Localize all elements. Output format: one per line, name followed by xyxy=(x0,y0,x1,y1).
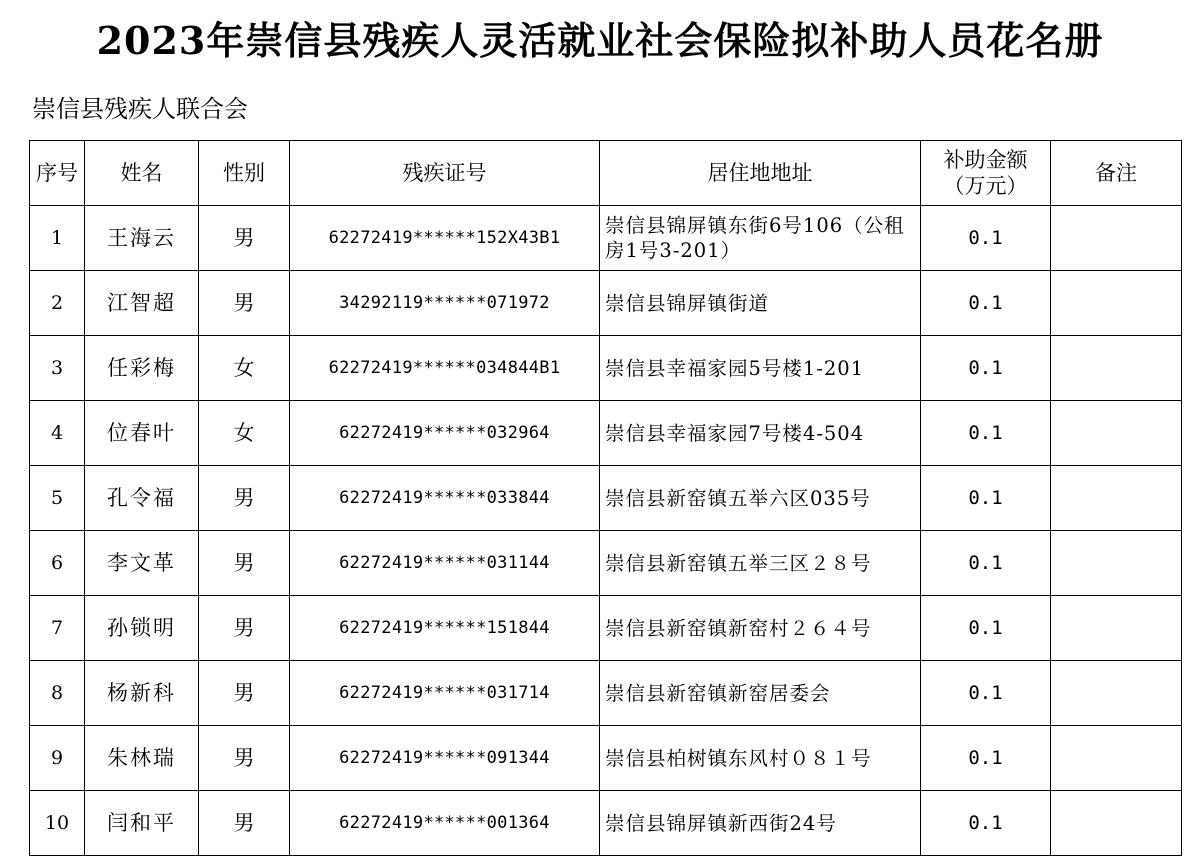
table-row xyxy=(30,531,1182,596)
amount-cell: 0.1 xyxy=(921,661,1051,726)
sex-cell: 男 xyxy=(199,206,290,271)
table-row xyxy=(30,336,1182,401)
header-name: 姓名 xyxy=(85,141,199,206)
address-cell: 崇信县柏树镇东风村０８１号 xyxy=(600,726,921,791)
cert-number-cell: 62272419******091344 xyxy=(290,726,600,791)
table-row xyxy=(30,726,1182,791)
sex-cell: 女 xyxy=(199,401,290,466)
serial-number-cell: 2 xyxy=(30,271,85,336)
cert-number-cell: 62272419******151844 xyxy=(290,596,600,661)
serial-number-cell: 8 xyxy=(30,661,85,726)
amount-cell: 0.1 xyxy=(921,206,1051,271)
amount-cell: 0.1 xyxy=(921,531,1051,596)
address-cell: 崇信县新窑镇新窑居委会 xyxy=(600,661,921,726)
cert-number-cell: 34292119******071972 xyxy=(290,271,600,336)
table-row xyxy=(30,206,1182,271)
cert-number-cell: 62272419******031144 xyxy=(290,531,600,596)
cert-number-cell: 62272419******031714 xyxy=(290,661,600,726)
name-cell: 杨新科 xyxy=(85,661,199,726)
amount-cell: 0.1 xyxy=(921,791,1051,856)
amount-cell: 0.1 xyxy=(921,336,1051,401)
name-cell: 李文革 xyxy=(85,531,199,596)
table-row xyxy=(30,596,1182,661)
sex-cell: 男 xyxy=(199,271,290,336)
address-cell: 崇信县新窑镇新窑村２６４号 xyxy=(600,596,921,661)
header-remark: 备注 xyxy=(1051,141,1182,206)
header-subsidy-amount xyxy=(921,141,1051,206)
cert-number-cell: 62272419******152X43B1 xyxy=(290,206,600,271)
remark-cell xyxy=(1051,791,1182,856)
table-row xyxy=(30,466,1182,531)
remark-cell xyxy=(1051,206,1182,271)
table-row xyxy=(30,271,1182,336)
header-subsidy-amount-unit: （万元） xyxy=(943,174,1028,198)
remark-cell xyxy=(1051,466,1182,531)
name-cell: 孔令福 xyxy=(85,466,199,531)
remark-cell xyxy=(1051,661,1182,726)
header-disability-cert-number: 残疾证号 xyxy=(290,141,600,206)
address-cell: 崇信县新窑镇五举六区035号 xyxy=(600,466,921,531)
name-cell: 江智超 xyxy=(85,271,199,336)
header-address: 居住地地址 xyxy=(600,141,921,206)
address-cell: 崇信县锦屏镇街道 xyxy=(600,271,921,336)
address-cell: 崇信县幸福家园7号楼4-504 xyxy=(600,401,921,466)
remark-cell xyxy=(1051,401,1182,466)
table-header-row xyxy=(30,141,1182,206)
serial-number-cell: 6 xyxy=(30,531,85,596)
amount-cell: 0.1 xyxy=(921,271,1051,336)
name-cell: 孙锁明 xyxy=(85,596,199,661)
sex-cell: 女 xyxy=(199,336,290,401)
serial-number-cell: 10 xyxy=(30,791,85,856)
remark-cell xyxy=(1051,271,1182,336)
remark-cell xyxy=(1051,596,1182,661)
sex-cell: 男 xyxy=(199,531,290,596)
header-serial-number: 序号 xyxy=(30,141,85,206)
amount-cell: 0.1 xyxy=(921,466,1051,531)
serial-number-cell: 7 xyxy=(30,596,85,661)
amount-cell: 0.1 xyxy=(921,596,1051,661)
cert-number-cell: 62272419******033844 xyxy=(290,466,600,531)
table-row xyxy=(30,661,1182,726)
sex-cell: 男 xyxy=(199,726,290,791)
amount-cell: 0.1 xyxy=(921,726,1051,791)
name-cell: 任彩梅 xyxy=(85,336,199,401)
organization-name: 崇信县残疾人联合会 xyxy=(32,95,248,123)
header-subsidy-amount-line1: 补助金额 xyxy=(943,148,1028,172)
sex-cell: 男 xyxy=(199,661,290,726)
serial-number-cell: 5 xyxy=(30,466,85,531)
table-row xyxy=(30,401,1182,466)
name-cell: 位春叶 xyxy=(85,401,199,466)
remark-cell xyxy=(1051,726,1182,791)
sex-cell: 男 xyxy=(199,596,290,661)
address-cell: 崇信县锦屏镇东街6号106（公租房1号3-201） xyxy=(600,206,921,271)
name-cell: 闫和平 xyxy=(85,791,199,856)
sex-cell: 男 xyxy=(199,791,290,856)
subsidy-roster-table xyxy=(29,140,1182,856)
remark-cell xyxy=(1051,531,1182,596)
remark-cell xyxy=(1051,336,1182,401)
cert-number-cell: 62272419******032964 xyxy=(290,401,600,466)
table-row xyxy=(30,791,1182,856)
cert-number-cell: 62272419******034844B1 xyxy=(290,336,600,401)
cert-number-cell: 62272419******001364 xyxy=(290,791,600,856)
name-cell: 朱林瑞 xyxy=(85,726,199,791)
address-cell: 崇信县锦屏镇新西街24号 xyxy=(600,791,921,856)
address-cell: 崇信县幸福家园5号楼1-201 xyxy=(600,336,921,401)
serial-number-cell: 3 xyxy=(30,336,85,401)
document-title: 2023年崇信县残疾人灵活就业社会保险拟补助人员花名册 xyxy=(96,18,1104,63)
address-cell: 崇信县新窑镇五举三区２８号 xyxy=(600,531,921,596)
serial-number-cell: 9 xyxy=(30,726,85,791)
sex-cell: 男 xyxy=(199,466,290,531)
header-sex: 性别 xyxy=(199,141,290,206)
amount-cell: 0.1 xyxy=(921,401,1051,466)
serial-number-cell: 1 xyxy=(30,206,85,271)
name-cell: 王海云 xyxy=(85,206,199,271)
serial-number-cell: 4 xyxy=(30,401,85,466)
